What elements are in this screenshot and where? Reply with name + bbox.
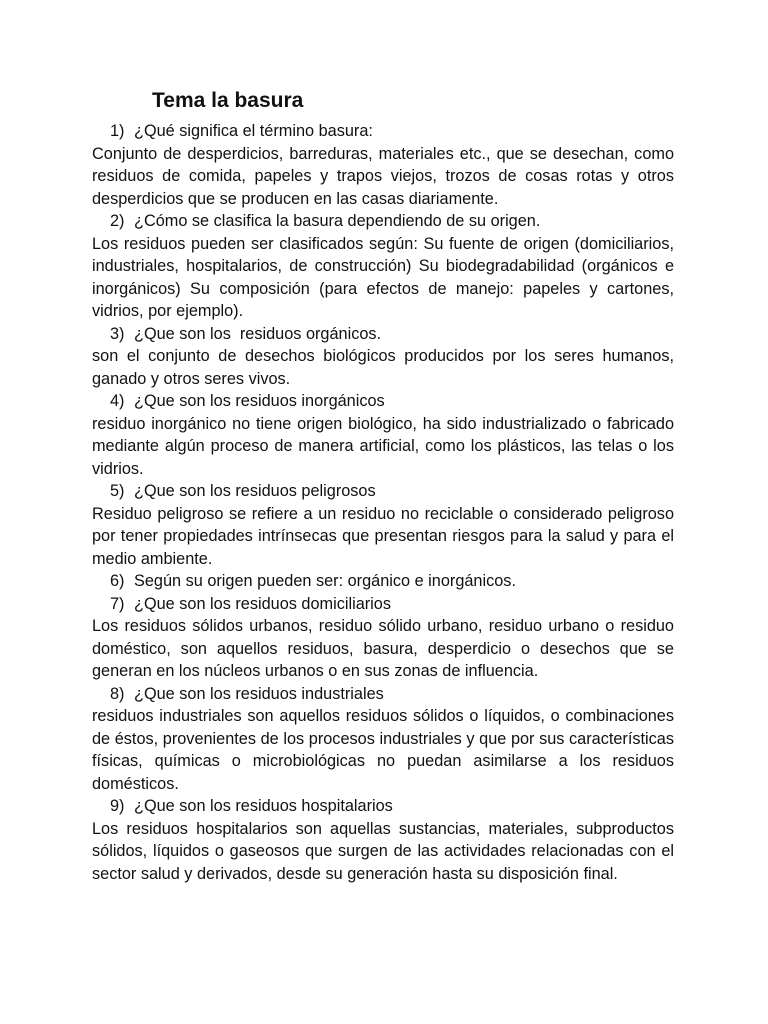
question-text: ¿Cómo se clasifica la basura dependiendo de su origen. [134,212,541,230]
question-3 [92,323,674,346]
question-6 [92,570,674,593]
question-9 [92,795,674,818]
question-text: ¿Que son los residuos peligrosos [134,482,376,500]
question-text: Según su origen pueden ser: orgánico e inorgánicos. [134,572,516,590]
question-2 [92,210,674,233]
document-title: Tema la basura [152,89,304,112]
question-8 [92,683,674,706]
question-number: 6) [110,572,125,590]
document-page [92,86,674,885]
question-7 [92,593,674,616]
question-text: ¿Qué significa el término basura: [134,122,373,140]
question-text: ¿Que son los residuos industriales [134,684,384,703]
question-number: 1) [110,122,125,140]
question-text: ¿Que son los residuos inorgánicos [134,392,385,410]
answer-5: Residuo peligroso se refiere a un residuo no reciclable o considerado peligroso por tener propiedades intrínsecas que presentan riesgos para la salud y para el medio ambiente. [92,504,674,568]
answer-9: Los residuos hospitalarios son aquellas sustancias, materiales, subproductos sólidos, líquidos o gaseosos que surgen de las actividades relacionadas con el sector salud y derivados, desde su generación hasta su disposición final. [92,819,674,883]
question-number: 7) [110,594,125,613]
question-5 [92,480,674,503]
question-number: 8) [110,684,125,703]
answer-8: residuos industriales son aquellos residuos sólidos o líquidos, o combinaciones de éstos, provenientes de los procesos industriales y que por sus características físicas, químicas o microbiológicas no puedan asimilarse a los residuos domésticos. [92,707,674,793]
answer-3: son el conjunto de desechos biológicos producidos por los seres humanos, ganado y otros seres vivos. [92,347,674,388]
answer-4: residuo inorgánico no tiene origen biológico, ha sido industrializado o fabricado mediante algún proceso de manera artificial, como los plásticos, las telas o los vidrios. [92,414,674,478]
question-text: ¿Que son los residuos orgánicos. [134,324,382,343]
question-number: 2) [110,212,125,230]
question-text: ¿Que son los residuos domiciliarios [134,594,391,613]
question-1 [92,120,674,143]
question-number: 5) [110,482,125,500]
question-number: 9) [110,797,125,815]
question-text: ¿Que son los residuos hospitalarios [134,797,393,815]
question-number: 4) [110,392,125,410]
answer-2: Los residuos pueden ser clasificados según: Su fuente de origen (domiciliarios, industriales, hospitalarios, de construcción) Su biodegradabilidad (orgánicos e inorgánicos) Su composición (para efectos de manejo: papeles y cartones, vidrios, por ejemplo). [92,234,674,320]
answer-1: Conjunto de desperdicios, barreduras, materiales etc., que se desechan, como residuos de comida, papeles y trapos viejos, trozos de cosas rotas y otros desperdicios que se producen en las casas diariamente. [92,144,674,208]
question-number: 3) [110,324,125,343]
answer-7: Los residuos sólidos urbanos, residuo sólido urbano, residuo urbano o residuo doméstico, son aquellos residuos, basura, desperdicio o desechos que se generan en los núcleos urbanos o en sus zonas de influencia. [92,617,674,680]
question-4 [92,390,674,413]
